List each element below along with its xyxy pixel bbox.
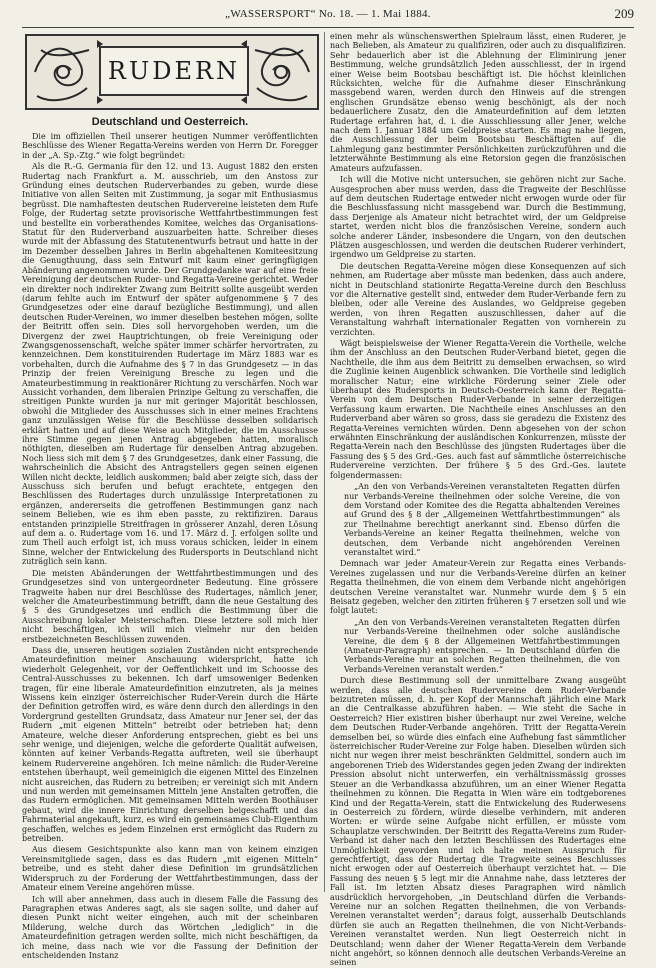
column-divider [324,32,325,892]
paragraph: Die meisten Abänderungen der Wettfahrtbestimmungen und des Grundgesetzes sind von untergeordneter Bedeutung. Eine grössere Tragweite haben nur drei Beschlüsse des Rudertages, nämlich jener, welcher die Amateurbestimmung betrifft, dann die neue Gestaltung des § 5 des Grundgesetzes und endlich die Bestimmung über die Ausschreibung lokaler Meisterschaften. Diese letztere soll mich hier nicht beschäftigen, ich will mich vielmehr nur den beiden erstbezeichneten Beschlüssen zuwenden. [22,568,318,644]
left-text-body [22,132,318,960]
paragraph: Aus diesem Gesichtspunkte also kann man von keinem einzigen Vereinsmitgliede sagen, dass es das Rudern „mit eigenen Mitteln“ betreibe, und es steht daher diese Definition im grundsätzlichen Widerspruch zu der Forderung der Wettfahrtbestimmungen, dass der Amateur einem Vereine angehören müsse. [22,845,318,893]
paragraph: Als die R.-G. Germania für den 12. und 13. August 1882 den ersten Rudertag nach Frankfurt a. M. ausschrieb, um den Anstoss zur Gründung eines deutschen Ruderverbandes zu geben, wurde diese Initiative von allen Seiten mit Zustimmung, ja sogar mit Enthusiasmus begrüsst. Die namhaftesten deutschen Rudervereine leisteten dem Rufe Folge, der Rudertag setzte provisorische Wettfahrtbestimmungen fest und bestellte ein vorberathendes Komitee, welches das Organisations-Statut für den Ruderverband auszuarbeiten hatte. Schreiber dieses wurde mit der Abfassung des Statutenentwurfs betraut und hatte in der im Dezember desselben Jahres in Berlin abgehaltenen Komiteesitzung die Genugthuung, dass sein Entwurf mit kaum einer geringfügigen Abänderung angenommen wurde. Der Grundgedanke war auf eine freie Vereinigung der deutschen Ruder- und Regatta-Vereine gerichtet. Weder ein direkter noch indirekter Zwang zum Beitritt sollte ausgeübt werden (darum fehlte auch im Entwurf der später aufgenommene § 7 des Grundgesetzes oder eine darauf bezügliche Bestimmung), und allen deutschen Ruder-Vereinen, wo immer dieselben bestehen mögen, sollte der Beitritt offen sein. Dies soll hervorgehoben werden, um die Divergenz der zwei Hauptrichtungen, ob freie Vereinigung oder Zwangsgenossenschaft, welche später immer schärfer hervortraten, zu kennzeichnen. Dem konstituirenden Rudertage im März 1883 war es vorbehalten, durch die Aufnahme des § 7 in das Grundgesetz — in das Prinzip der freien Vereinigung Bresche zu legen und die Amateurbestimmung in reaktionärer Richtung zu verschärfen. Noch war Aussicht vorhanden, dem liberalen Prinzipe Geltung zu verschaffen, die streitigen Punkte wurden ja nur mit geringer Majorität beschlossen, obwohl die Mitglieder des Ausschusses sich in einer meines Erachtens ganz unzulässigen Weise für die Beschlüsse desselben solidarisch erklärt hatten und auf diese Weise auch Mitglieder, die im Ausschusse ihre Stimme gegen jenen Antrag abgegeben hatten, moralisch nöthigten, dieselben am Rudertage für denselben Antrag abzugeben. Noch liess sich mit dem § 7 des Grundgesetzes, dank einer Fassung, die wahrscheinlich die Absicht des Antragstellers gegen seinen eigenen Willen nicht deckte, leidlich auskommen; bald aber zeigte sich, dass der Ausschuss sich berufen und befugt erachtete, entgegen den Beschlüssen des Rudertages durch unzulässige Interpretationen zu ergänzen, andererseits die getroffenen Bestimmungen ganz nach seinem Belieben, wie es ihm eben passte, zu rektifiziren. Daraus entstanden prinzipielle Streitfragen in grösserer Anzahl, deren Lösung auf dem a. o. Rudertage vom 16. und 17. März d. J. erfolgen sollte und zum Theil auch erfolgt ist, ich muss voraus schicken, leider in einem Sinne, welcher der Entwickelung des Rudersports in Deutschland nicht zuträglich sein kann. [22,162,318,567]
paragraph: Die deutschen Regatta-Vereine mögen diese Konsequenzen auf sich nehmen, am Rudertage aber müsste man bedenken, dass auch andere, nicht in Deutschland stationirte Regatta-Vereine durch den Beschluss vor die Alternative gestellt sind, entweder dem Ruder-Verbande fern zu bleiben, oder alle Vereine des Auslandes, wo Geldpreise gegeben werden, von ihren Regatten auszuschliessen, daher auf die Veranstaltung wahrhaft internationaler Regatten von vornherein zu verzichten. [330,261,626,337]
paragraph: Ich will die Motive nicht untersuchen, sie gehören nicht zur Sache. Ausgesprochen aber muss werden, dass die Tragweite der Beschlüsse auf dem deutschen Rudertage entweder nicht erwogen wurde oder für die Beschlussfassung nicht massgebend war. Durch die Bestimmung, dass Derjenige als Amateur nicht betrachtet wird, der um Geldpreise startet, werden nicht blos die französischen Vereine, sondern auch solche anderer Länder, insbesondere die Ungarn, von den deutschen Plätzen ausgeschlossen, und werden die deutschen Ruderer verhindert, irgendwo um Geldpreise zu starten. [330,175,626,260]
banner-word-rudern: RUDERN [99,46,249,96]
section-banner [25,34,319,110]
page-header [22,6,634,26]
page-number: 209 [614,6,634,21]
article-title: Deutschland und Oesterreich. [91,116,249,128]
paragraph: Wägt beispielsweise der Wiener Regatta-Verein die Vortheile, welche ihm der Anschluss an den Deutschen Ruder-Verband bietet, gegen die Nachtheile, die ihm aus dem Beitritt zu demselben erwachsen, so wird die Zuglinie keinen Augenblick schwanken. Die Vortheile sind lediglich moralischer Natur; eine wirkliche Förderung seiner Ziele oder überhaupt des Rudersports in Deutsch-Oesterreich kann der Regatta-Verein von dem Deutschen Ruder-Verbande in seiner derzeitigen Verfassung kaum erwarten. Die Nachtheile eines Anschlusses an den Ruderverband aber wären so gross, dass sie geradezu die Existenz des Regatta-Vereines vernichten würden. Denn abgesehen von der schon erwähnten Einschränkung der ausländischen Konkurrenzen, müsste der Regatta-Verein nach den Beschlüsse des jüngsten Rudertages über die Fassung des § 5 des Grd.-Ges. auch fast auf sämmtliche österreichische Rudervereine verzichten. Der frühere § 5 des Grd.-Ges. lautete folgendermassen: [330,339,626,480]
running-title: „WASSERSPORT“ No. 18. — 1. Mai 1884. [225,8,431,20]
paragraph: Demnach war jeder Amateur-Verein zur Regatta eines Verbands-Vereines zugelassen und nur die Verbands-Vereine dürfen an keiner Regatta theilnehmen, die von einem dem Verbande nicht angehörigen deutschen Vereine veranstaltet war. Nunmehr wurde dem § 5 ein Beisatz gegeben, welcher den zitirten früheren § 7 ersetzen soll und wie folgt lautet: [330,559,626,616]
paragraph: Dass die, unseren heutigen sozialen Zuständen nicht entsprechende Amateurdefinition meiner Anschauung widerspricht, hatte ich wiederholt Gelegenheit, vor der Oeffentlichkeit und im Schoosse des Central-Ausschusses zu bekennen. Ich darf umsoweniger Bedenken tragen, für eine liberale Amateurdefinition einzutreten, als ja meines Wissens kein einziger österreichischer Ruder-Verein durch die Härte der Definition getroffen wird, es wäre denn durch den allerdings in den Vordergrund gestellten Grundsatz, dass Amateur nur Jener sei, der das Rudern „mit eigenen Mitteln“ betreibt oder betrieben hat; denn Amateure, welche dieser Anforderung entsprechen, giebt es bei uns sehr wenige, und diejenigen, welche die geforderte Qualität aufweisen, könnten auf keiner Verbands-Regatta auftreten, weil sie überhaupt keinem Rudervereine angehören. Ich meine nämlich: die Ruder-Vereine entstehen überhaupt, weil gemeinigich die eigenen Mittel des Einzelnen nicht ausreichen, das Rudern zu betreiben; er vereinigt sich mit Andern und nun werden mit gemeinsamen Mitteln jene Anstalten getroffen, die das Rudern ermöglichen. Mit gemeinsamen Mitteln werden Boothäuser gebaut, wird die innere Einrichtung derselben beigeschafft und das Fahrmaterial angekauft, kurz, es wird ein gemeinsames Club-Eigenthum geschaffen, welches es jedem Einzelnen erst ermöglicht das Rudern zu betreiben. [22,645,318,844]
header-rule [22,27,634,28]
right-column [330,32,626,968]
paragraph: Ich will aber annehmen, dass auch in diesem Falle die Fassung des Paragraphen etwas Anderes sagt, als sie sagen sollte, und daher auf diesen Punkt nicht weiter eingehen, auch mit der scheinbaren Milderung, welche durch das Wörtchen „lediglich“ in die Amateurdefinition getragen werden sollte, mich nicht beschäftigen, da ich meine, dass nach wie vor die Fassung der Definition der entscheidenden Instanz [22,894,318,960]
quoted-paragraph: „An den von Verbands-Vereinen veranstalteten Regatten dürfen nur Verbands-Vereine theilnehmen oder solche ausländische Vereine, die dem § 8 der Allgemeinen Wettfahrtbestimmungen (Amateur-Paragraph) entsprechen. — In Deutschland dürfen die Verbands-Vereine nur an solchen Regatten theilnehmen, die von Verbands-Vereinen veranstalt werden.“ [344,617,620,674]
quoted-paragraph: „An den von Verbands-Vereinen veranstalteten Regatten dürfen nur Verbands-Vereine theilnehmen oder solche Vereine, die von dem Vorstand oder Komitee des die Regatta abhaltenden Vereines auf Grund des § 8 der „Allgemeinen Wettfahrtbestimmungen“ als zur Theilnahme berechtigt anerkannt sind. Ebenso dürfen die Verbands-Vereine an keiner Regatta theilnehmen, welche von deutschen, dem Verbande nicht angehörenden Vereinen veranstaltet wird.“ [344,482,620,557]
paragraph: einen mehr als wünschenswerthen Spielraum lässt, einen Ruderer, je nach Belieben, als Amateur zu qualifiziren, oder auch zu disqualifiziren. Sehr bedauerlich aber ist die Ablehnung der Eliminirung jener Bestimmung, welche grundsätzlich Jeden ausschliesst, der in irgend einer Weise beim Bootsbau beschäftigt ist. Die höchst kleinlichen Rücksichten, welche für die Aufnahme dieser Einschränkung massgebend waren, werden durch den Hinweis auf die strengen englischen Grundsätze ebenso wenig beschönigt, als der noch bedauerlichere Zusatz, den die Amateurdefinition auf dem letzten Rudertage erfahren hat, d. i. die Ausschliessung aller Jener, welche nach dem 1. Januar 1884 um Geldpreise starten. Es mag nahe liegen, die Ausschliessung der beim Bootsbau Beschäftigten auf die Lahmlegung ganz bestimmter Persönlichkeiten zurückzuführen und die letzterwähnte Bestimmung als eine Retorsion gegen die französischen Amateurs aufzufassen. [330,32,626,173]
paragraph: Durch diese Bestimmung soll der unmittelbare Zwang ausgeübt werden, dass alle deutschen Rudervereine dem Ruder-Verbande beizutreten müssen, d. h. per Kopf der Mannschaft jährlich eine Mark an die Centralkasse abzuführen haben. — Wie steht die Sache in Oesterreich? Hier existiren bisher überhaupt nur zwei Vereine, welche dem Deutschen Ruder-Verbande angehören. Tritt der Regatta-Verein demselben bei, so würde dies einfach eine Aufhebung fast sämmtlicher österreichischer Ruder-Vereine zur Folge haben. Dieselben würden sich nicht nur wegen ihrer meist beschränkten Geldmittel, sondern auch im angeborenen Trieb des Widerstandes gegen jeden Zwang der indirekten Pression absolut nicht unterwerfen, ein verhältnissmässig grosses Steuer an die Verbandkassa abzuführen, um an einer Wiener Regatta theilnehmen zu können. Die Regatta in Wien wäre ein todtgeborenes Kind und der Regatta-Verein, statt die Entwickelung des Ruderwesens in Oesterreich zu fördern, würde dieselbe verhindern, mit anderen Worten: er würde seine Aufgabe nicht erfüllen, er müsste vom Schauplatze verschwinden. Der Beitritt des Regatta-Vereins zum Ruder-Verband ist daher nach den letzten Beschlüssen des Rudertages eine Unmöglichkeit geworden und ich halte meinen Ausspruch für gerechtfertigt, dass der Rudertag die Tragweite seines Beschlusses nicht erwogen oder auf Oesterreich überhaupt verzichtet hat. — Die Fassung des neuen § 5 legt mir die Annahme nahe, dass letzteres der Fall ist. Im letzten Absatz dieses Paragraphen wird nämlich ausdrücklich hervorgehoben, „in Deutschland dürfen die Verbands-Vereine nur an solchen Regatten theilnehmen, die von Verbands-Vereinen veranstaltet werden“; daraus folgt, ausserhalb Deutschlands dürfen sie auch an Regatten theilnehmen, die von Nicht-Verbands-Vereinen veranstaltet werden. Nun liegt Oesterreich nicht in Deutschland; wenn daher der Wiener Regatta-Verein dem Verbande nicht angehört, so können dennoch alle deutschen Verbands-Vereine an seinen [330,676,626,968]
left-column [22,32,318,960]
paragraph: Die im offiziellen Theil unserer heutigen Nummer veröffentlichten Beschlüsse des Wiener Regatta-Vereins werden von Herrn Dr. Foregger in der „A. Sp.-Ztg.“ wie folgt begründet: [22,132,318,160]
